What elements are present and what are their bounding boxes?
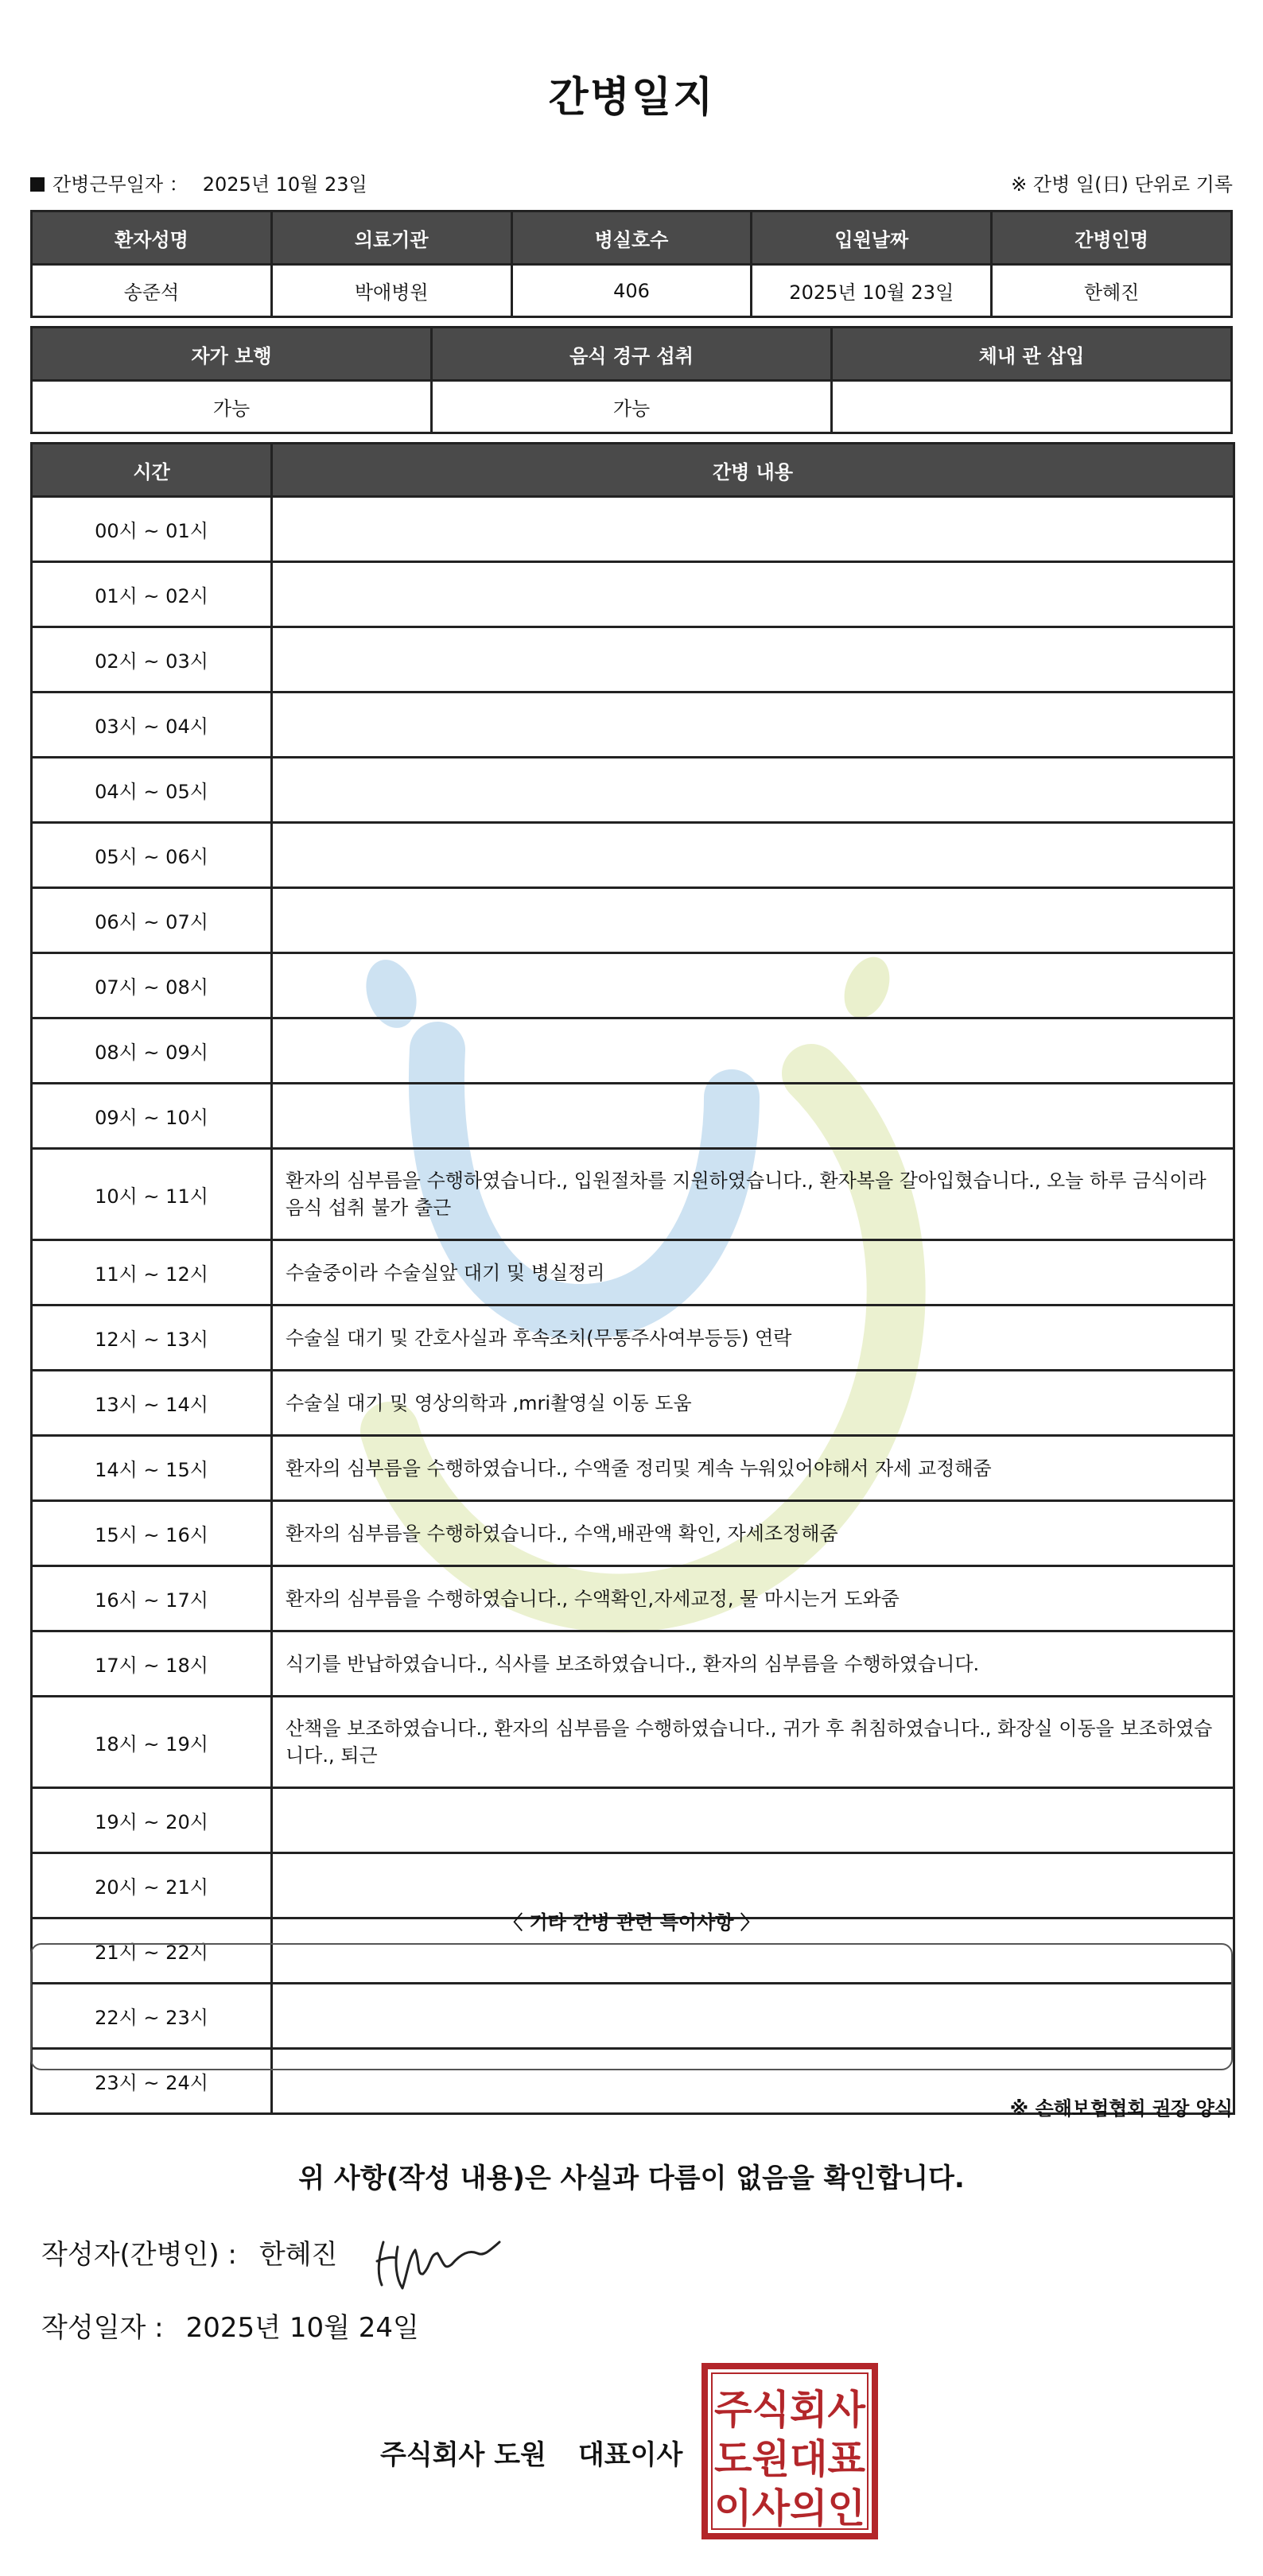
time-cell: 05시 ~ 06시 xyxy=(32,823,272,888)
care-log-table xyxy=(30,442,1235,2115)
time-cell: 08시 ~ 09시 xyxy=(32,1018,272,1084)
signature-icon xyxy=(367,2218,511,2298)
self-walking-cell: 가능 xyxy=(32,381,432,433)
remarks-box xyxy=(30,1943,1233,2070)
table-row xyxy=(32,1018,1234,1084)
company-name: 주식회사 도원 xyxy=(380,2439,546,2471)
table-row xyxy=(32,758,1234,823)
time-cell: 21시 ~ 22시 xyxy=(32,1918,272,1984)
work-date-value: 2025년 10월 23일 xyxy=(202,173,367,196)
time-cell: 15시 ~ 16시 xyxy=(32,1501,272,1566)
recommend-note: ※ 손해보험협회 권장 양식 xyxy=(1009,2097,1233,2120)
time-cell: 19시 ~ 20시 xyxy=(32,1788,272,1853)
patient-ability-table xyxy=(30,326,1233,434)
table-row xyxy=(32,1501,1234,1566)
admission-date-cell: 2025년 10월 23일 xyxy=(752,265,992,317)
header-caregiver-name: 간병인명 xyxy=(992,211,1232,265)
svg-text:도원대표: 도원대표 xyxy=(714,2436,866,2482)
table-row xyxy=(32,888,1234,953)
company-line xyxy=(380,2433,682,2472)
table-row xyxy=(32,953,1234,1018)
content-cell: 환자의 심부름을 수행하였습니다., 입원절차를 지원하였습니다., 환자복을 갈아입혔습니다., 오늘 하루 금식이라 음식 섭취 불가 출근 xyxy=(272,1149,1234,1240)
header-admission-date: 입원날짜 xyxy=(752,211,992,265)
patient-name-cell: 송준석 xyxy=(32,265,272,317)
header-oral-intake: 음식 경구 섭취 xyxy=(432,328,832,381)
header-room-number: 병실호수 xyxy=(511,211,752,265)
time-cell: 18시 ~ 19시 xyxy=(32,1697,272,1788)
time-cell: 00시 ~ 01시 xyxy=(32,497,272,562)
content-cell xyxy=(272,953,1234,1018)
written-date-label: 작성일자 : xyxy=(41,2312,164,2344)
time-cell: 14시 ~ 15시 xyxy=(32,1436,272,1501)
table-row xyxy=(32,1149,1234,1240)
time-cell: 03시 ~ 04시 xyxy=(32,692,272,758)
table-row xyxy=(32,1240,1234,1305)
written-date-value: 2025년 10월 24일 xyxy=(185,2312,419,2344)
square-bullet-icon xyxy=(30,177,45,192)
header-care-content: 간병 내용 xyxy=(272,444,1234,497)
page-title: 간병일지 xyxy=(548,74,715,122)
company-seal-icon xyxy=(700,2361,880,2541)
svg-text:주식회사: 주식회사 xyxy=(714,2387,866,2433)
table-row xyxy=(32,1566,1234,1631)
time-cell: 11시 ~ 12시 xyxy=(32,1240,272,1305)
table-row xyxy=(32,562,1234,627)
header-hospital: 의료기관 xyxy=(271,211,511,265)
time-cell: 04시 ~ 05시 xyxy=(32,758,272,823)
content-cell xyxy=(272,888,1234,953)
content-cell: 수술실 대기 및 간호사실과 후속조치(무통주사여부등등) 연락 xyxy=(272,1305,1234,1371)
content-cell xyxy=(272,627,1234,692)
table-row xyxy=(32,1084,1234,1149)
table-row xyxy=(32,381,1232,433)
table-row xyxy=(32,1305,1234,1371)
content-cell xyxy=(272,758,1234,823)
table-row xyxy=(32,1631,1234,1697)
content-cell xyxy=(272,497,1234,562)
company-role: 대표이사 xyxy=(577,2439,683,2471)
time-cell: 20시 ~ 21시 xyxy=(32,1853,272,1918)
content-cell xyxy=(272,823,1234,888)
table-header-row xyxy=(32,328,1232,381)
header-self-walking: 자가 보행 xyxy=(32,328,432,381)
time-cell: 12시 ~ 13시 xyxy=(32,1305,272,1371)
written-date-line xyxy=(41,2306,419,2345)
header-patient-name: 환자성명 xyxy=(32,211,272,265)
content-cell: 수술실 대기 및 영상의학과 ,mri촬영실 이동 도움 xyxy=(272,1371,1234,1436)
content-cell xyxy=(272,562,1234,627)
content-cell: 환자의 심부름을 수행하였습니다., 수액확인,자세교정, 물 마시는거 도와줌 xyxy=(272,1566,1234,1631)
record-unit-note: ※ 간병 일(日) 단위로 기록 xyxy=(1011,173,1233,196)
content-cell xyxy=(272,1018,1234,1084)
tube-insertion-cell xyxy=(832,381,1232,433)
content-cell: 식기를 반납하였습니다., 식사를 보조하였습니다., 환자의 심부름을 수행하였습니다. xyxy=(272,1631,1234,1697)
work-date-label: 간병근무일자 ： xyxy=(52,173,188,196)
content-cell: 수술중이라 수술실앞 대기 및 병실정리 xyxy=(272,1240,1234,1305)
table-row xyxy=(32,1371,1234,1436)
table-row xyxy=(32,692,1234,758)
content-cell xyxy=(272,1084,1234,1149)
time-cell: 06시 ~ 07시 xyxy=(32,888,272,953)
confirmation-statement: 위 사항(작성 내용)은 사실과 다름이 없음을 확인합니다. xyxy=(298,2163,965,2194)
time-cell: 02시 ~ 03시 xyxy=(32,627,272,692)
content-cell xyxy=(272,692,1234,758)
header-tube-insertion: 체내 관 삽입 xyxy=(832,328,1232,381)
time-cell: 09시 ~ 10시 xyxy=(32,1084,272,1149)
time-cell: 17시 ~ 18시 xyxy=(32,1631,272,1697)
content-cell: 산책을 보조하였습니다., 환자의 심부름을 수행하였습니다., 귀가 후 취침하였습니다., 화장실 이동을 보조하였습니다., 퇴근 xyxy=(272,1697,1234,1788)
table-row xyxy=(32,1697,1234,1788)
work-date-line xyxy=(30,169,367,196)
hospital-cell: 박애병원 xyxy=(271,265,511,317)
time-cell: 07시 ~ 08시 xyxy=(32,953,272,1018)
table-row xyxy=(32,627,1234,692)
room-number-cell: 406 xyxy=(511,265,752,317)
writer-name: 한혜진 xyxy=(258,2239,338,2271)
table-row xyxy=(32,1788,1234,1853)
time-cell: 01시 ~ 02시 xyxy=(32,562,272,627)
patient-info-table xyxy=(30,210,1233,318)
time-cell: 13시 ~ 14시 xyxy=(32,1371,272,1436)
content-cell xyxy=(272,1788,1234,1853)
writer-label: 작성자(간병인) : xyxy=(41,2239,237,2271)
content-cell: 환자의 심부름을 수행하였습니다., 수액,배관액 확인, 자세조정해줌 xyxy=(272,1501,1234,1566)
table-row xyxy=(32,265,1232,317)
remarks-title: 〈 기타 간병 관련 특이사항 〉 xyxy=(503,1911,760,1934)
table-header-row xyxy=(32,444,1234,497)
time-cell: 23시 ~ 24시 xyxy=(32,2049,272,2114)
time-cell: 10시 ~ 11시 xyxy=(32,1149,272,1240)
header-time: 시간 xyxy=(32,444,272,497)
content-cell: 환자의 심부름을 수행하였습니다., 수액줄 정리및 계속 누워있어야해서 자세 교정해줌 xyxy=(272,1436,1234,1501)
caregiver-name-cell: 한혜진 xyxy=(992,265,1232,317)
writer-line xyxy=(41,2233,337,2271)
table-row xyxy=(32,823,1234,888)
table-header-row xyxy=(32,211,1232,265)
table-row xyxy=(32,1436,1234,1501)
table-row xyxy=(32,497,1234,562)
time-cell: 22시 ~ 23시 xyxy=(32,1984,272,2049)
oral-intake-cell: 가능 xyxy=(432,381,832,433)
time-cell: 16시 ~ 17시 xyxy=(32,1566,272,1631)
svg-text:이사의인: 이사의인 xyxy=(714,2485,865,2531)
